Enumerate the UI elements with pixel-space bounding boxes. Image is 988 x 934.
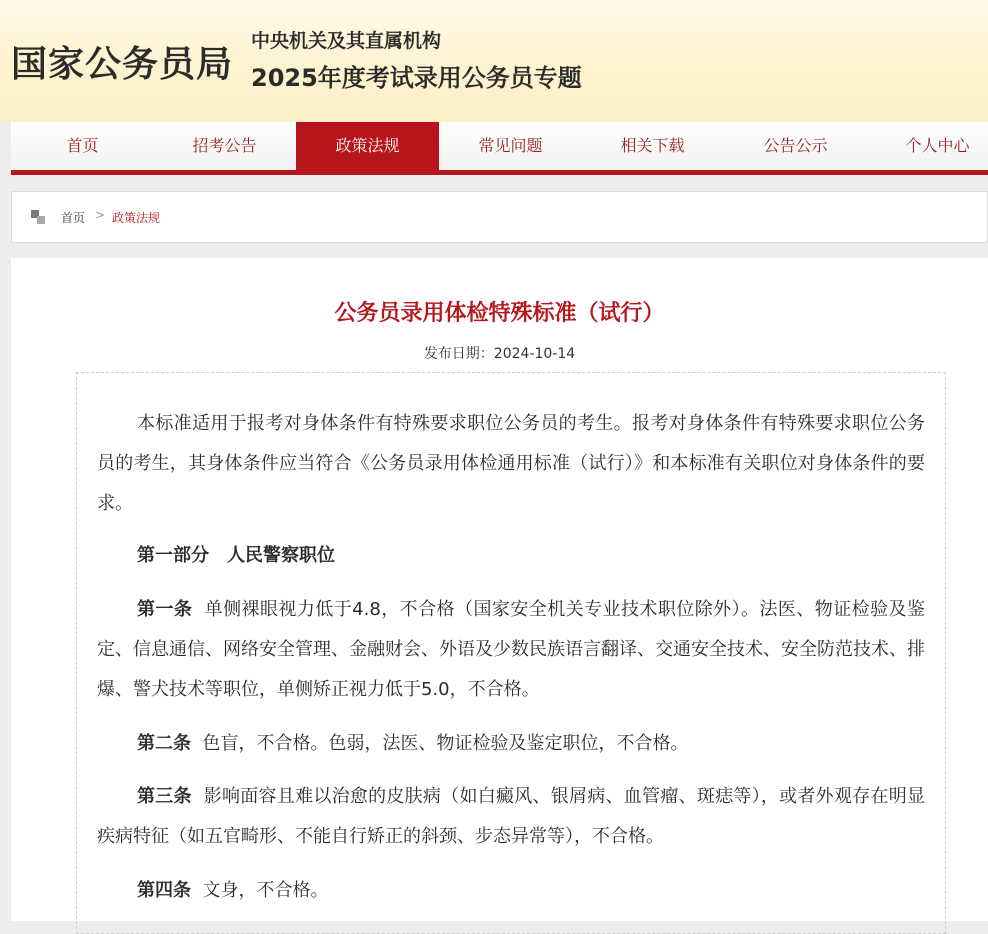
nav-item-personal-center[interactable]: 个人中心 — [905, 136, 970, 155]
clause-number: 第四条 — [137, 880, 191, 901]
nav-item-downloads[interactable]: 相关下载 — [620, 136, 685, 155]
breadcrumb-current[interactable]: 政策法规 — [112, 211, 161, 225]
article-title: 公务员录用体检特殊标准（试行） — [334, 301, 665, 326]
clause-text: 色盲，不合格。色弱，法医、物证检验及鉴定职位，不合格。 — [202, 733, 689, 754]
main-nav — [11, 122, 988, 175]
clause-number: 第一条 — [137, 599, 193, 620]
article-intro: 本标准适用于报考对身体条件有特殊要求职位公务员的考生。报考对身体条件有特殊要求职位公务员的考生，其身体条件应当符合《公务员录用体检通用标准（试行）》和本标准有关职位对身体条件的要求。 — [97, 413, 925, 514]
clause-2 — [97, 724, 925, 764]
clause-number: 第二条 — [137, 733, 191, 754]
nav-item-policies[interactable]: 政策法规 — [296, 122, 439, 170]
header-title: 2025年度考试录用公务员专题 — [251, 64, 582, 92]
location-icon — [31, 210, 45, 224]
header-subtitle: 中央机关及其直属机构 — [251, 30, 442, 52]
clause-text: 单侧裸眼视力低于4.8，不合格（国家安全机关专业技术职位除外）。法医、物证检验及鉴定、信息通信、网络安全管理、金融财会、外语及少数民族语言翻译、交通安全技术、安全防范技术、排爆、警犬技术等职位，单侧矫正视力低于5.0，不合格。 — [97, 599, 925, 700]
clause-number: 第三条 — [137, 786, 192, 807]
nav-item-home[interactable]: 首页 — [66, 136, 99, 155]
breadcrumb-separator: > — [95, 208, 106, 222]
breadcrumb — [11, 191, 988, 243]
nav-item-announcements[interactable]: 公告公示 — [763, 136, 828, 155]
clause-4 — [97, 871, 925, 911]
clause-1 — [97, 590, 925, 710]
nav-item-faq[interactable]: 常见问题 — [478, 136, 543, 155]
part-heading: 第一部分 人民警察职位 — [137, 545, 335, 566]
clause-text: 文身，不合格。 — [202, 880, 329, 901]
nav-item-recruitment-notices[interactable]: 招考公告 — [192, 136, 257, 155]
clause-text: 影响面容且难以治愈的皮肤病（如白癜风、银屑病、血管瘤、斑痣等），或者外观存在明显疾病特征（如五官畸形、不能自行矫正的斜颈、步态异常等），不合格。 — [97, 786, 925, 847]
article-panel — [11, 258, 988, 921]
site-logo[interactable]: 国家公务员局 — [11, 44, 234, 85]
clause-3 — [97, 777, 925, 857]
breadcrumb-home[interactable]: 首页 — [61, 211, 86, 225]
site-header — [0, 0, 988, 122]
article-date: 发布日期：2024-10-14 — [423, 346, 576, 362]
